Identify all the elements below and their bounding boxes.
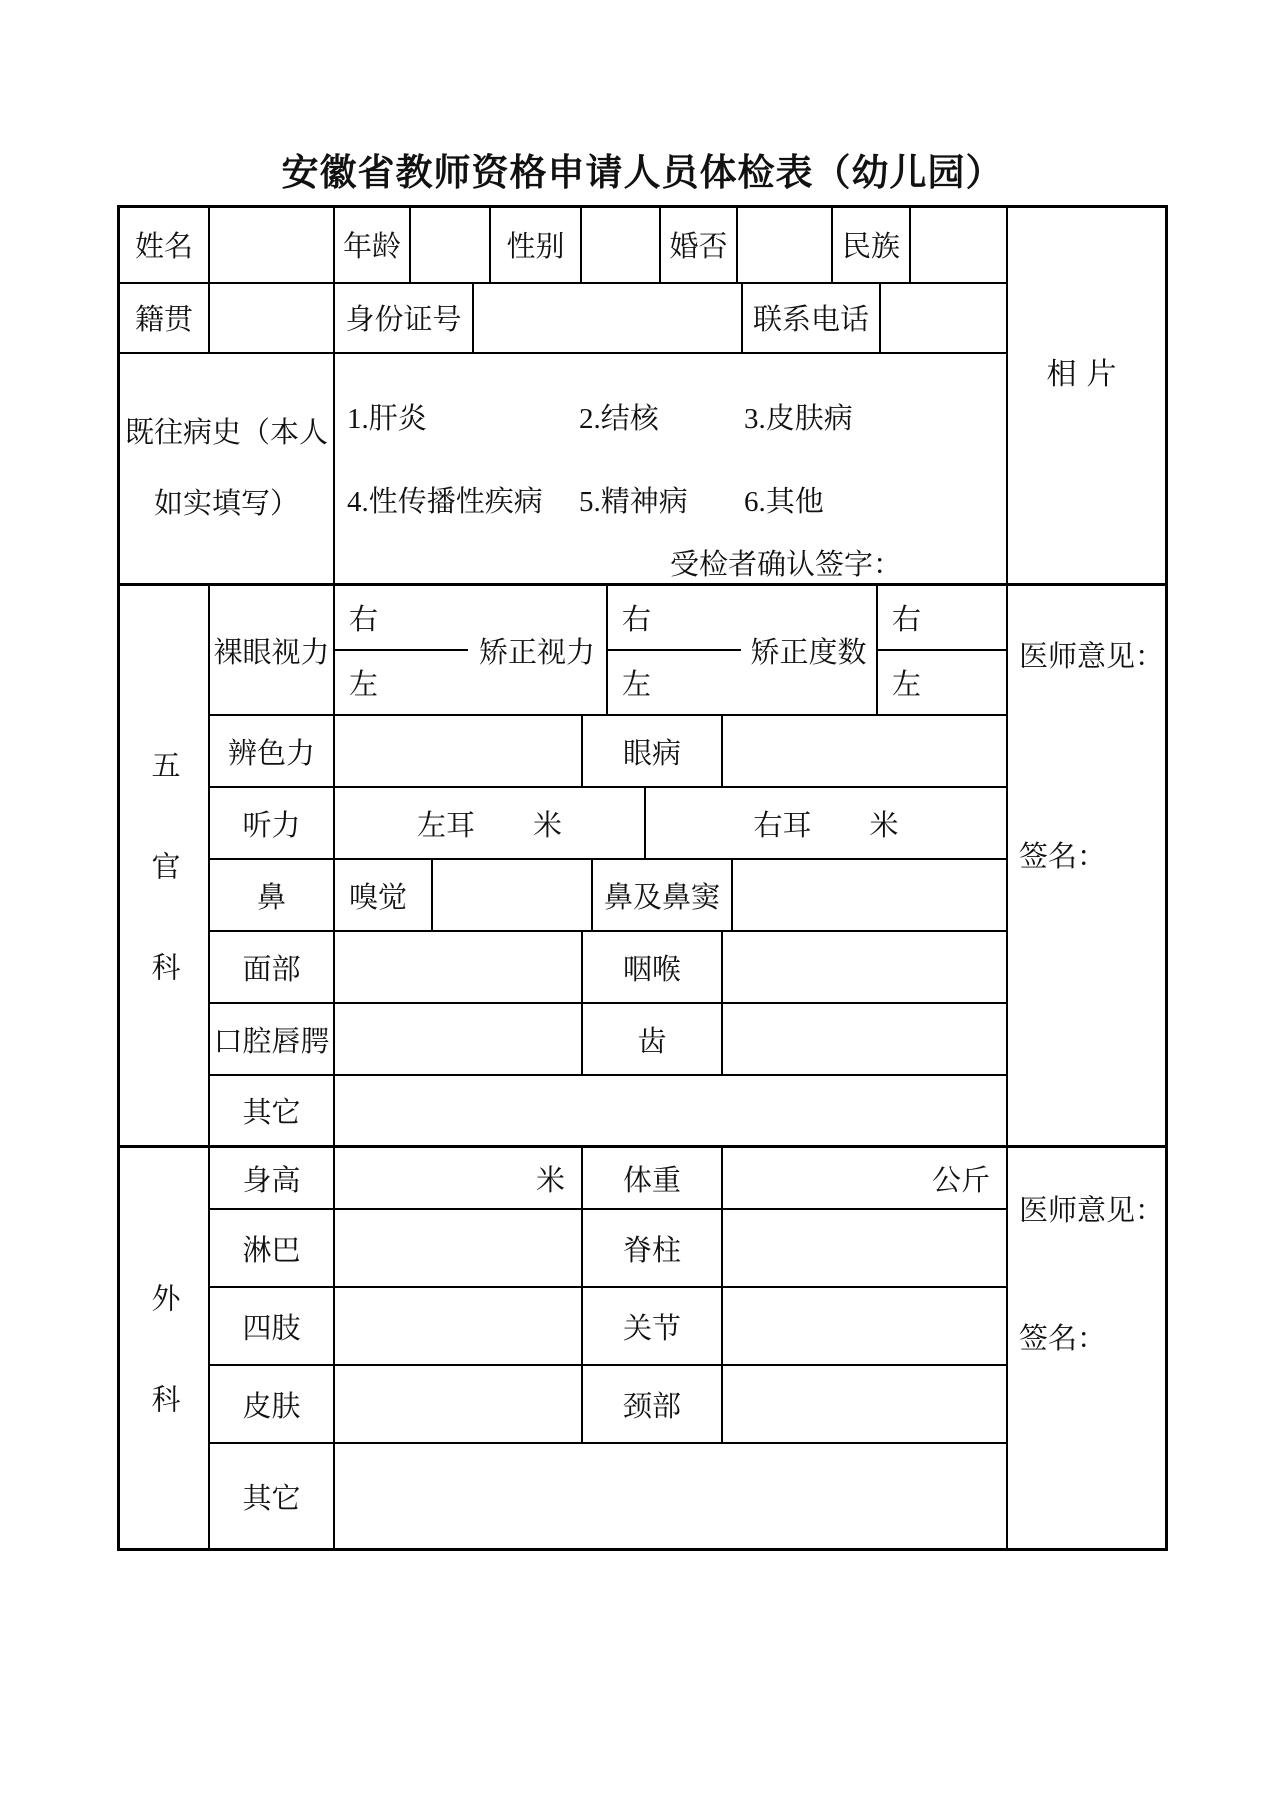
lymph-input-cell[interactable]: [335, 1210, 583, 1286]
mouth-palate-input-cell[interactable]: [335, 1004, 583, 1074]
height-input-cell[interactable]: [335, 1148, 583, 1208]
limbs-label: 四肢: [210, 1288, 335, 1364]
medical-exam-form: [117, 205, 1168, 1551]
weight-label: 体重: [583, 1148, 723, 1208]
left-eye-label: 左: [349, 669, 379, 701]
naked-vision-label: 裸眼视力: [210, 586, 335, 714]
row-vision: [210, 586, 1006, 716]
corrected-degree-right-cell[interactable]: [878, 586, 1006, 651]
right-eye-label: 右: [622, 604, 652, 636]
hearing-right-ear-cell[interactable]: 右耳 米: [753, 809, 899, 842]
row-surgery-other: [210, 1444, 1006, 1548]
limbs-input-cell[interactable]: [335, 1288, 583, 1364]
surgery-doctor-opinion-label: 医师意见：: [1019, 1195, 1165, 1227]
five-sense-rows: [210, 586, 1006, 1145]
age-input-cell[interactable]: [411, 208, 491, 282]
weight-input-cell[interactable]: [723, 1148, 1006, 1208]
section-personal: [120, 208, 1165, 586]
row-color-vision: [210, 716, 1006, 788]
skin-input-cell[interactable]: [335, 1366, 583, 1442]
naked-vision-right-cell[interactable]: [335, 586, 468, 651]
five-sense-body: [120, 586, 1006, 1145]
left-eye-label: 左: [622, 669, 652, 701]
nose-sinus-label: 鼻及鼻窦: [593, 860, 733, 930]
surgery-header: [120, 1148, 210, 1548]
five-sense-other-label: 其它: [210, 1076, 335, 1145]
corrected-vision-right-cell[interactable]: [608, 586, 741, 651]
joint-input-cell[interactable]: [723, 1288, 1006, 1364]
corrected-degree-label: 矫正度数: [741, 586, 878, 714]
row-medical-history: [120, 354, 1006, 583]
phone-input-cell[interactable]: [881, 284, 1006, 352]
smell-label: 嗅觉: [335, 860, 433, 930]
five-sense-header-label: 五官科: [147, 750, 180, 1053]
history-option-skin: 3.皮肤病: [744, 403, 853, 435]
corrected-vision-cells: [608, 586, 741, 714]
five-sense-header: [120, 586, 210, 1145]
throat-input-cell[interactable]: [723, 932, 1006, 1002]
gender-label: 性别: [491, 208, 582, 282]
neck-input-cell[interactable]: [723, 1366, 1006, 1442]
section-five-sense: [120, 586, 1165, 1148]
ethnic-input-cell[interactable]: [911, 208, 1006, 282]
history-option-tb: 2.结核: [579, 403, 659, 435]
face-label: 面部: [210, 932, 335, 1002]
smell-input-cell[interactable]: [433, 860, 593, 930]
corrected-degree-left-cell[interactable]: [878, 651, 1006, 714]
row-origin-id: [120, 284, 1006, 354]
eye-disease-label: 眼病: [583, 716, 723, 786]
spine-input-cell[interactable]: [723, 1210, 1006, 1286]
surgery-other-label: 其它: [210, 1444, 335, 1548]
row-name-age: [120, 208, 1006, 284]
neck-label: 颈部: [583, 1366, 723, 1442]
mouth-palate-label: 口腔唇腭: [210, 1004, 335, 1074]
surgery-other-input-cell[interactable]: [335, 1444, 1006, 1548]
origin-label: 籍贯: [120, 284, 210, 352]
history-option-hepatitis: 1.肝炎: [347, 403, 427, 435]
corrected-vision-label: 矫正视力: [468, 586, 608, 714]
surgery-header-label: 外科: [147, 1283, 180, 1485]
history-label-line1: 既往病史（本人: [124, 416, 328, 449]
row-nose: [210, 860, 1006, 932]
history-options-cell[interactable]: [335, 354, 1006, 583]
surgery-rows: [210, 1148, 1006, 1548]
phone-label: 联系电话: [743, 284, 881, 352]
photo-cell[interactable]: [1008, 208, 1165, 583]
weight-unit-label: 公斤: [931, 1164, 990, 1197]
row-five-sense-other: [210, 1076, 1006, 1145]
history-label-line2: 如实填写）: [153, 487, 299, 520]
row-limbs-joints: [210, 1288, 1006, 1366]
origin-input-cell[interactable]: [210, 284, 335, 352]
height-label: 身高: [210, 1148, 335, 1208]
history-option-std: 4.性传播性疾病: [347, 486, 543, 518]
naked-vision-cells: [335, 586, 468, 714]
gender-input-cell[interactable]: [582, 208, 661, 282]
nose-label: 鼻: [210, 860, 335, 930]
photo-label: 相片: [1046, 357, 1127, 391]
marital-input-cell[interactable]: [738, 208, 833, 282]
teeth-input-cell[interactable]: [723, 1004, 1006, 1074]
face-input-cell[interactable]: [335, 932, 583, 1002]
hearing-label: 听力: [210, 788, 335, 858]
section-five-sense-main: [120, 586, 1008, 1145]
right-eye-label: 右: [892, 604, 922, 636]
five-sense-signature-label[interactable]: 签名：: [1019, 841, 1107, 873]
history-options-line2: [347, 479, 1006, 520]
row-lymph-spine: [210, 1210, 1006, 1288]
five-sense-doctor-cell[interactable]: [1008, 586, 1165, 1145]
row-skin-neck: [210, 1366, 1006, 1444]
five-sense-doctor-opinion-label: 医师意见：: [1019, 641, 1165, 673]
examinee-confirm-signature[interactable]: 受检者确认签字：: [670, 549, 903, 581]
color-vision-input-cell[interactable]: [335, 716, 583, 786]
color-vision-label: 辨色力: [210, 716, 335, 786]
history-options-line1: [347, 396, 1006, 437]
name-label: 姓名: [120, 208, 210, 282]
page-title: 安徽省教师资格申请人员体检表（幼儿园）: [281, 152, 1004, 193]
row-mouth: [210, 1004, 1006, 1076]
five-sense-other-input-cell[interactable]: [335, 1076, 1006, 1145]
surgery-body: [120, 1148, 1006, 1548]
section-surgery: [120, 1148, 1165, 1548]
history-option-other: 6.其他: [744, 486, 824, 518]
row-height-weight: [210, 1148, 1006, 1210]
naked-vision-left-cell[interactable]: [335, 651, 468, 714]
section-surgery-main: [120, 1148, 1008, 1548]
id-number-input-cell[interactable]: [474, 284, 743, 352]
teeth-label: 齿: [583, 1004, 723, 1074]
row-face: [210, 932, 1006, 1004]
name-input-cell[interactable]: [210, 208, 335, 282]
id-number-label: 身份证号: [335, 284, 474, 352]
row-hearing: [210, 788, 1006, 860]
spine-label: 脊柱: [583, 1210, 723, 1286]
height-unit-label: 米: [535, 1164, 565, 1197]
history-label: [120, 354, 335, 583]
hearing-left-ear-cell[interactable]: 左耳 米: [335, 788, 646, 858]
nose-sinus-input-cell[interactable]: [733, 860, 1006, 930]
joint-label: 关节: [583, 1288, 723, 1364]
throat-label: 咽喉: [583, 932, 723, 1002]
section-personal-main: [120, 208, 1008, 583]
left-eye-label: 左: [892, 669, 922, 701]
marital-label: 婚否: [661, 208, 738, 282]
surgery-signature-label[interactable]: 签名：: [1019, 1323, 1107, 1355]
age-label: 年龄: [335, 208, 411, 282]
surgery-doctor-cell[interactable]: [1008, 1148, 1165, 1548]
corrected-degree-cells: [878, 586, 1006, 714]
lymph-label: 淋巴: [210, 1210, 335, 1286]
corrected-vision-left-cell[interactable]: [608, 651, 741, 714]
eye-disease-input-cell[interactable]: [723, 716, 1006, 786]
right-eye-label: 右: [349, 604, 379, 636]
skin-label: 皮肤: [210, 1366, 335, 1442]
history-option-mental: 5.精神病: [579, 486, 688, 518]
ethnic-label: 民族: [833, 208, 911, 282]
